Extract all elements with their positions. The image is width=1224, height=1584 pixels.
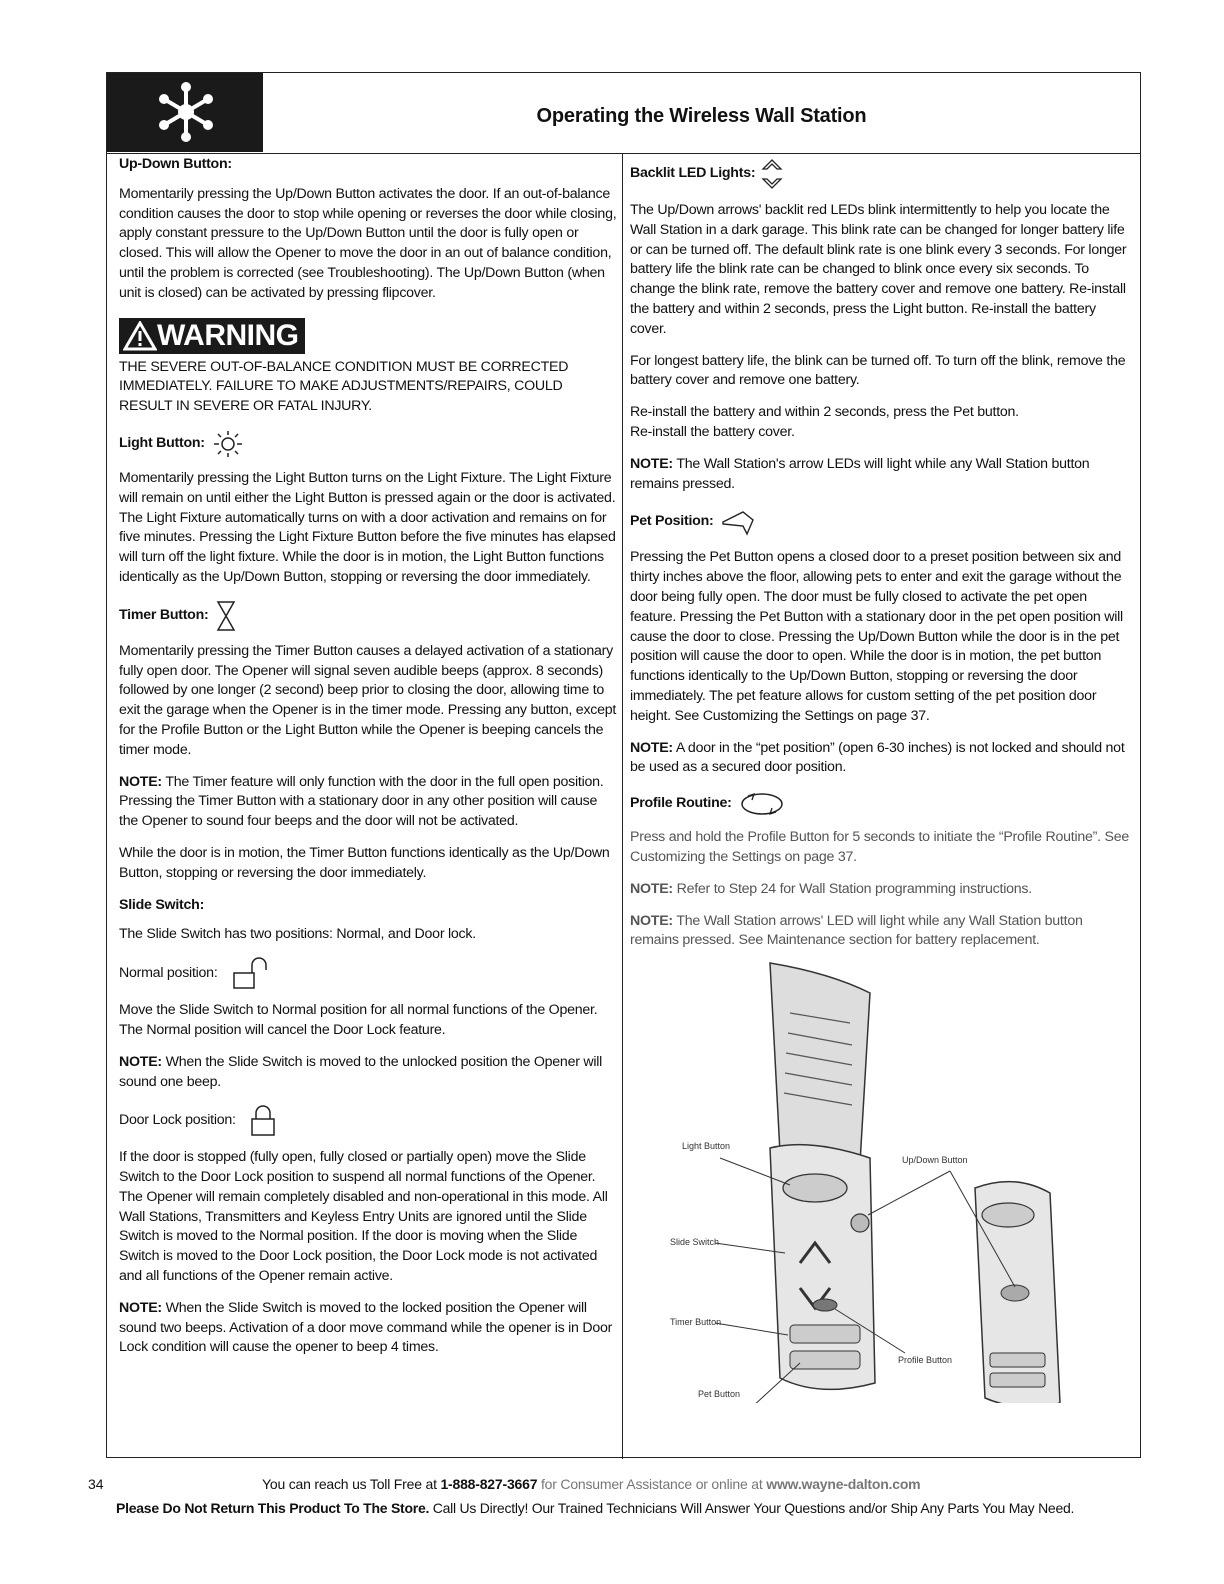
page-number: 34 — [88, 1476, 104, 1492]
light-body: Momentarily pressing the Light Button turns on the Light Fixture. The Light Fixture will remain on until either the Light Button is pressed again or the door is activated. The Light Fixture automatically turns on with a door activation and remains on for five minutes. Pressing the Light Fixture Button before the five minutes has elapsed will turn off the light fixture. While the door is in motion, the Light Button functions identically as the Up/Down Button, stopping or reversing the door immediately. — [119, 469, 616, 585]
normal-position-body: Move the Slide Switch to Normal position for all normal functions of the Opener. The Normal position will cancel the Door Lock feature. — [119, 1002, 598, 1038]
profile-note-2: NOTE: The Wall Station arrows' LED will light while any Wall Station button remains pressed. See Maintenance section for battery replacement. — [630, 912, 1083, 949]
profile-section — [630, 828, 1132, 951]
figure-label-timer: Timer Button — [670, 1317, 722, 1327]
normal-position-label: Normal position: — [119, 965, 218, 982]
timer-heading: Timer Button: — [119, 600, 617, 632]
up-down-arrows-icon — [761, 157, 783, 191]
figure-label-slide: Slide Switch — [670, 1237, 720, 1247]
footer-return-line: Please Do Not Return This Product To The Store. Call Us Directly! Our Trained Technicians Will Answer Your Questions and/or Ship Any Parts You May Need. — [116, 1500, 1075, 1516]
pet-heading: Pet Position: — [630, 506, 1132, 538]
pet-body: Pressing the Pet Button opens a closed door to a preset position between six and thirty inches above the floor, allowing pets to enter and exit the garage without the door being fully open. The door must be fully closed to activate the pet open feature. Pressing the Pet Button with a stationary door in the pet open position will cause the door to close. Pressing the Up/Down Button while the door is in the pet position will cause the door to open. While the door is in motion, the pet button functions identically to the Up/Down Button, stopping or reversing the door immediately. The pet feature allows for custom setting of the pet position door height. See Customizing the Settings on page 37. — [630, 549, 1123, 724]
backlit-p2: For longest battery life, the blink can be turned off. To turn off the blink, remove the battery cover and remove one battery. — [630, 352, 1126, 389]
door-lock-row — [119, 1104, 617, 1138]
timer-note: NOTE: The Timer feature will only function with the door in the full open position. Pressing the Timer Button with a stationary door in any other position will cause the Opener to sound four beeps and the door will not be activated. — [119, 773, 604, 830]
timer-motion: While the door is in motion, the Timer Button functions identically as the Up/Down Button, stopping or reversing the door immediately. — [119, 844, 610, 881]
unlocked-padlock-icon — [230, 957, 270, 991]
wall-station-figure — [630, 953, 1135, 1403]
wall-station-illustration — [630, 953, 1135, 1403]
door-lock-body: If the door is stopped (fully open, fully closed or partially open) move the Slide Switch to the Door Lock position to suspend all normal functions of the Opener. The Opener will remain completely disabled and non-operational in this mode. All Wall Stations, Transmitters and Keyless Entry Units are ignored until the Slide Switch is moved to the Normal position. If the door is moving when the Slide Switch is moved to the Door Lock position, the Door Lock mode is not activated and all functions of the Opener remain active. — [119, 1149, 608, 1285]
pet-button-icon — [719, 506, 759, 538]
website-link[interactable]: www.wayne-dalton.com — [766, 1476, 921, 1492]
page-title: Operating the Wireless Wall Station — [536, 105, 867, 127]
door-lock-label: Door Lock position: — [119, 1112, 236, 1129]
updown-body: Momentarily pressing the Up/Down Button activates the door. If an out-of-balance condition causes the door to stop while opening or reverses the door while closing, apply constant pressure to the Up/Down Button until the door is fully open or closed. This will allow the Opener to move the door in an out of balance condition, until the problem is corrected (see Troubleshooting). The Up/Down Button (when unit is closed) can be activated by pressing flipcover. — [119, 185, 617, 301]
figure-label-pet: Pet Button — [698, 1389, 741, 1399]
figure-label-profile: Profile Button — [898, 1355, 953, 1365]
footer-contact-line: You can reach us Toll Free at 1-888-827-3667 for Consumer Assistance or online at www.wayne-dalton.com — [262, 1476, 921, 1492]
figure-label-updown: Up/Down Button — [902, 1155, 968, 1165]
network-nodes-icon — [155, 81, 217, 143]
slide-note-2: NOTE: When the Slide Switch is moved to the locked position the Opener will sound two beeps. Activation of a door move command while the opener is in Door Lock condition will cause the opener to beep 4 times. — [119, 1299, 613, 1356]
locked-padlock-icon — [248, 1104, 278, 1138]
timer-body: Momentarily pressing the Timer Button causes a delayed activation of a stationary fully open door. The Opener will signal seven audible beeps (approx. 8 seconds) followed by one longer (2 second) beep prior to closing the door, allowing time to exit the garage when the Opener is in the timer mode. Pressing any button, except for the Profile Button or the Light Button while the Opener is beeping cancels the timer mode. — [119, 642, 617, 758]
left-column — [119, 153, 617, 1370]
light-bulb-icon — [211, 429, 245, 459]
header — [107, 73, 1140, 154]
warning-triangle-icon — [123, 321, 157, 351]
pet-note: NOTE: A door in the “pet position” (open 6-30 inches) is not locked and should not be used as a secured door position. — [630, 739, 1125, 776]
updown-heading: Up-Down Button: — [119, 156, 232, 172]
column-divider — [622, 153, 623, 1459]
backlit-heading: Backlit LED Lights: — [630, 157, 1132, 191]
warning-label: WARNING — [157, 318, 299, 352]
phone-number: 1-888-827-3667 — [440, 1476, 538, 1492]
backlit-note: NOTE: The Wall Station's arrow LEDs will light while any Wall Station button remains pressed. — [630, 455, 1090, 492]
slide-intro: The Slide Switch has two positions: Normal, and Door lock. — [119, 926, 476, 943]
hourglass-icon — [215, 600, 237, 632]
slide-note-1: NOTE: When the Slide Switch is moved to the unlocked position the Opener will sound one beep. — [119, 1053, 603, 1090]
logo-box — [107, 73, 263, 152]
slide-heading: Slide Switch: — [119, 896, 205, 913]
backlit-p1: The Up/Down arrows' backlit red LEDs blink intermittently to help you locate the Wall Station in a dark garage. This blink rate can be changed for longer battery life or can be turned off. The default blink rate is one blink every 3 seconds. For longer battery life the blink rate can be changed to blink once every six seconds. To change the blink rate, remove the battery cover and remove one battery. Re-install the battery and within 2 seconds, press the Light button. Re-install the battery cover. — [630, 202, 1127, 337]
figure-label-light: Light Button — [682, 1141, 731, 1151]
profile-body: Press and hold the Profile Button for 5 seconds to initiate the “Profile Routine”. See Customizing the Settings on page 37. — [630, 829, 1130, 865]
right-column — [630, 153, 1132, 963]
profile-routine-icon — [738, 790, 786, 818]
warning-text: THE SEVERE OUT-OF-BALANCE CONDITION MUST BE CORRECTED IMMEDIATELY. FAILURE TO MAKE ADJUSTMENTS/REPAIRS, COULD RESULT IN SEVERE OR FATAL INJURY. — [119, 358, 569, 415]
profile-heading: Profile Routine: — [630, 790, 1132, 818]
page-frame — [106, 72, 1141, 1458]
normal-position-row — [119, 957, 617, 991]
warning-badge — [119, 318, 305, 354]
backlit-p3: Re-install the battery and within 2 seconds, press the Pet button. Re-install the battery cover. — [630, 404, 1019, 440]
light-heading: Light Button: — [119, 429, 617, 459]
profile-note-1: NOTE: Refer to Step 24 for Wall Station programming instructions. — [630, 880, 1032, 897]
